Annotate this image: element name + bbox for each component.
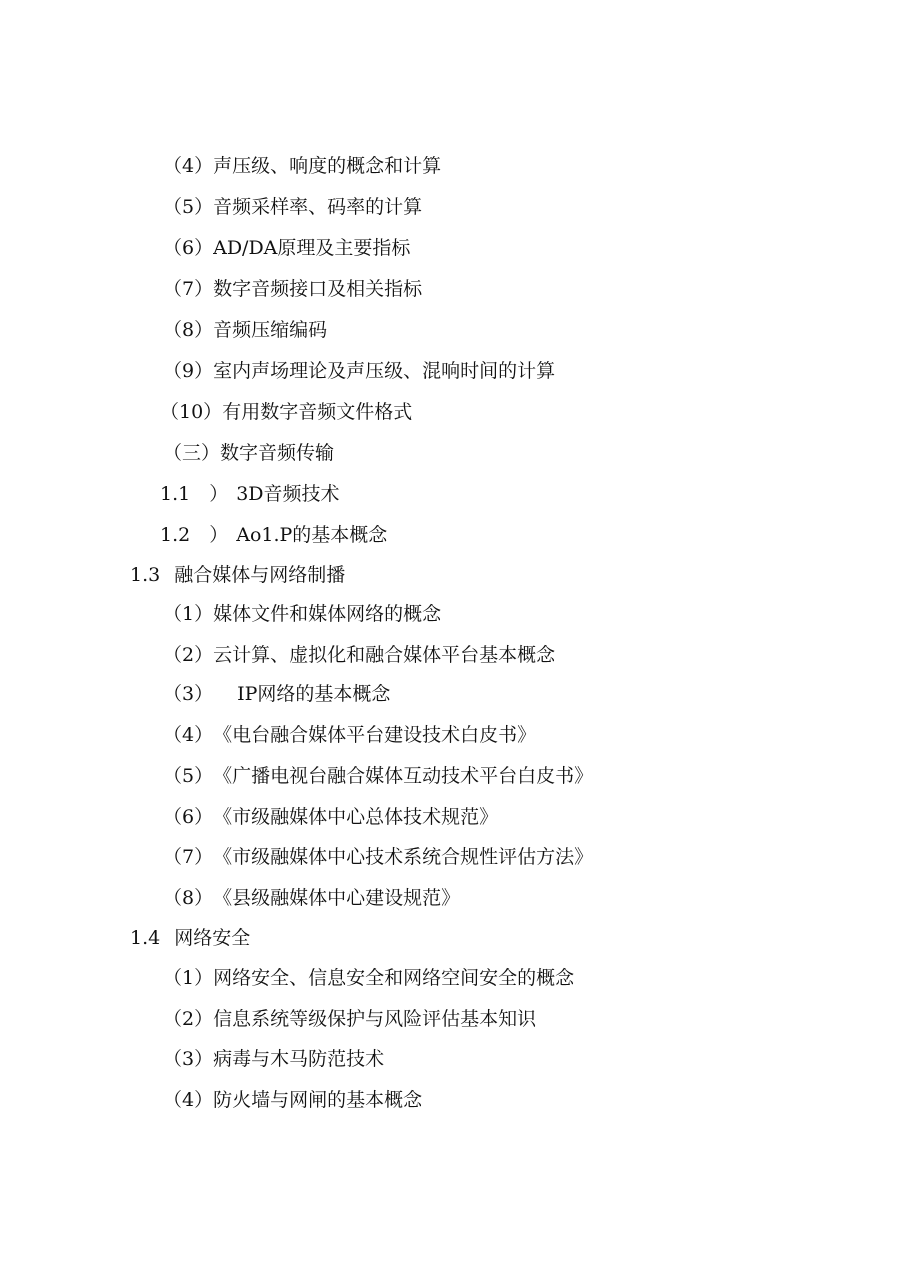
item-number: （9） — [163, 360, 214, 382]
list-item — [163, 723, 536, 747]
item-number: （10） — [160, 401, 223, 423]
item-number: （三） — [163, 442, 221, 464]
item-number: （5） — [163, 765, 214, 787]
item-text: 《市级融媒体中心技术系统合规性评估方法》 — [213, 846, 594, 868]
item-number: （4） — [163, 1089, 214, 1111]
list-item — [163, 764, 593, 788]
item-number: （8） — [163, 887, 214, 909]
item-text: 病毒与木马防范技术 — [213, 1048, 385, 1070]
list-item — [163, 966, 574, 990]
item-text: 室内声场理论及声压级、混响时间的计算 — [213, 360, 556, 382]
section-heading — [163, 441, 334, 465]
list-item — [163, 318, 327, 342]
item-text: 网络安全、信息安全和网络空间安全的概念 — [213, 967, 575, 989]
list-item — [163, 845, 593, 869]
item-number: （5） — [163, 196, 214, 218]
list-item — [163, 1047, 384, 1071]
item-text: 融合媒体与网络制播 — [174, 564, 346, 586]
section-heading — [130, 926, 250, 950]
list-item — [163, 195, 422, 219]
item-number: 1.2 ） — [160, 524, 229, 546]
item-number: 1.3 — [130, 564, 161, 586]
item-number: （7） — [163, 278, 214, 300]
item-number: （2） — [163, 644, 214, 666]
item-text: 3D音频技术 — [236, 483, 340, 505]
item-text: 云计算、虚拟化和融合媒体平台基本概念 — [213, 644, 556, 666]
list-item — [160, 400, 412, 424]
section-heading — [130, 563, 345, 587]
item-number: （6） — [163, 237, 214, 259]
item-text: 音频采样率、码率的计算 — [213, 196, 423, 218]
item-text: 《电台融合媒体平台建设技术白皮书》 — [213, 724, 537, 746]
item-text: 声压级、响度的概念和计算 — [213, 155, 442, 177]
item-text: 《县级融媒体中心建设规范》 — [213, 887, 461, 909]
list-item — [163, 277, 422, 301]
list-item — [163, 236, 410, 260]
list-item — [163, 1088, 422, 1112]
item-number: （6） — [163, 806, 214, 828]
item-text: Ao1.P的基本概念 — [236, 524, 388, 546]
list-item — [163, 154, 441, 178]
item-number: （4） — [163, 724, 214, 746]
item-number: （1） — [163, 603, 214, 625]
item-number: 1.4 — [130, 927, 161, 949]
item-text: 网络安全 — [174, 927, 251, 949]
item-text: 防火墙与网闸的基本概念 — [213, 1089, 423, 1111]
list-item — [163, 1007, 536, 1031]
item-number: （1） — [163, 967, 214, 989]
item-text: 数字音频接口及相关指标 — [213, 278, 423, 300]
item-text: 音频压缩编码 — [213, 319, 328, 341]
list-item — [163, 359, 555, 383]
list-item — [163, 805, 498, 829]
item-number: （4） — [163, 155, 214, 177]
item-text: IP网络的基本概念 — [237, 683, 391, 705]
item-text: 信息系统等级保护与风险评估基本知识 — [213, 1008, 537, 1030]
list-item — [160, 523, 387, 547]
item-number: （3） — [163, 1048, 214, 1070]
list-item — [163, 602, 441, 626]
item-text: 数字音频传输 — [220, 442, 335, 464]
list-item — [163, 886, 460, 910]
item-number: （7） — [163, 846, 214, 868]
list-item — [163, 682, 390, 706]
item-text: 媒体文件和媒体网络的概念 — [213, 603, 442, 625]
item-number: 1.1 ） — [160, 483, 229, 505]
item-number: （8） — [163, 319, 214, 341]
item-text: 有用数字音频文件格式 — [222, 401, 413, 423]
item-number: （3） — [163, 683, 214, 705]
item-text: AD/DA原理及主要指标 — [213, 237, 411, 259]
item-text: 《广播电视台融合媒体互动技术平台白皮书》 — [213, 765, 594, 787]
list-item — [163, 643, 555, 667]
item-number: （2） — [163, 1008, 214, 1030]
list-item — [160, 482, 340, 506]
item-text: 《市级融媒体中心总体技术规范》 — [213, 806, 499, 828]
